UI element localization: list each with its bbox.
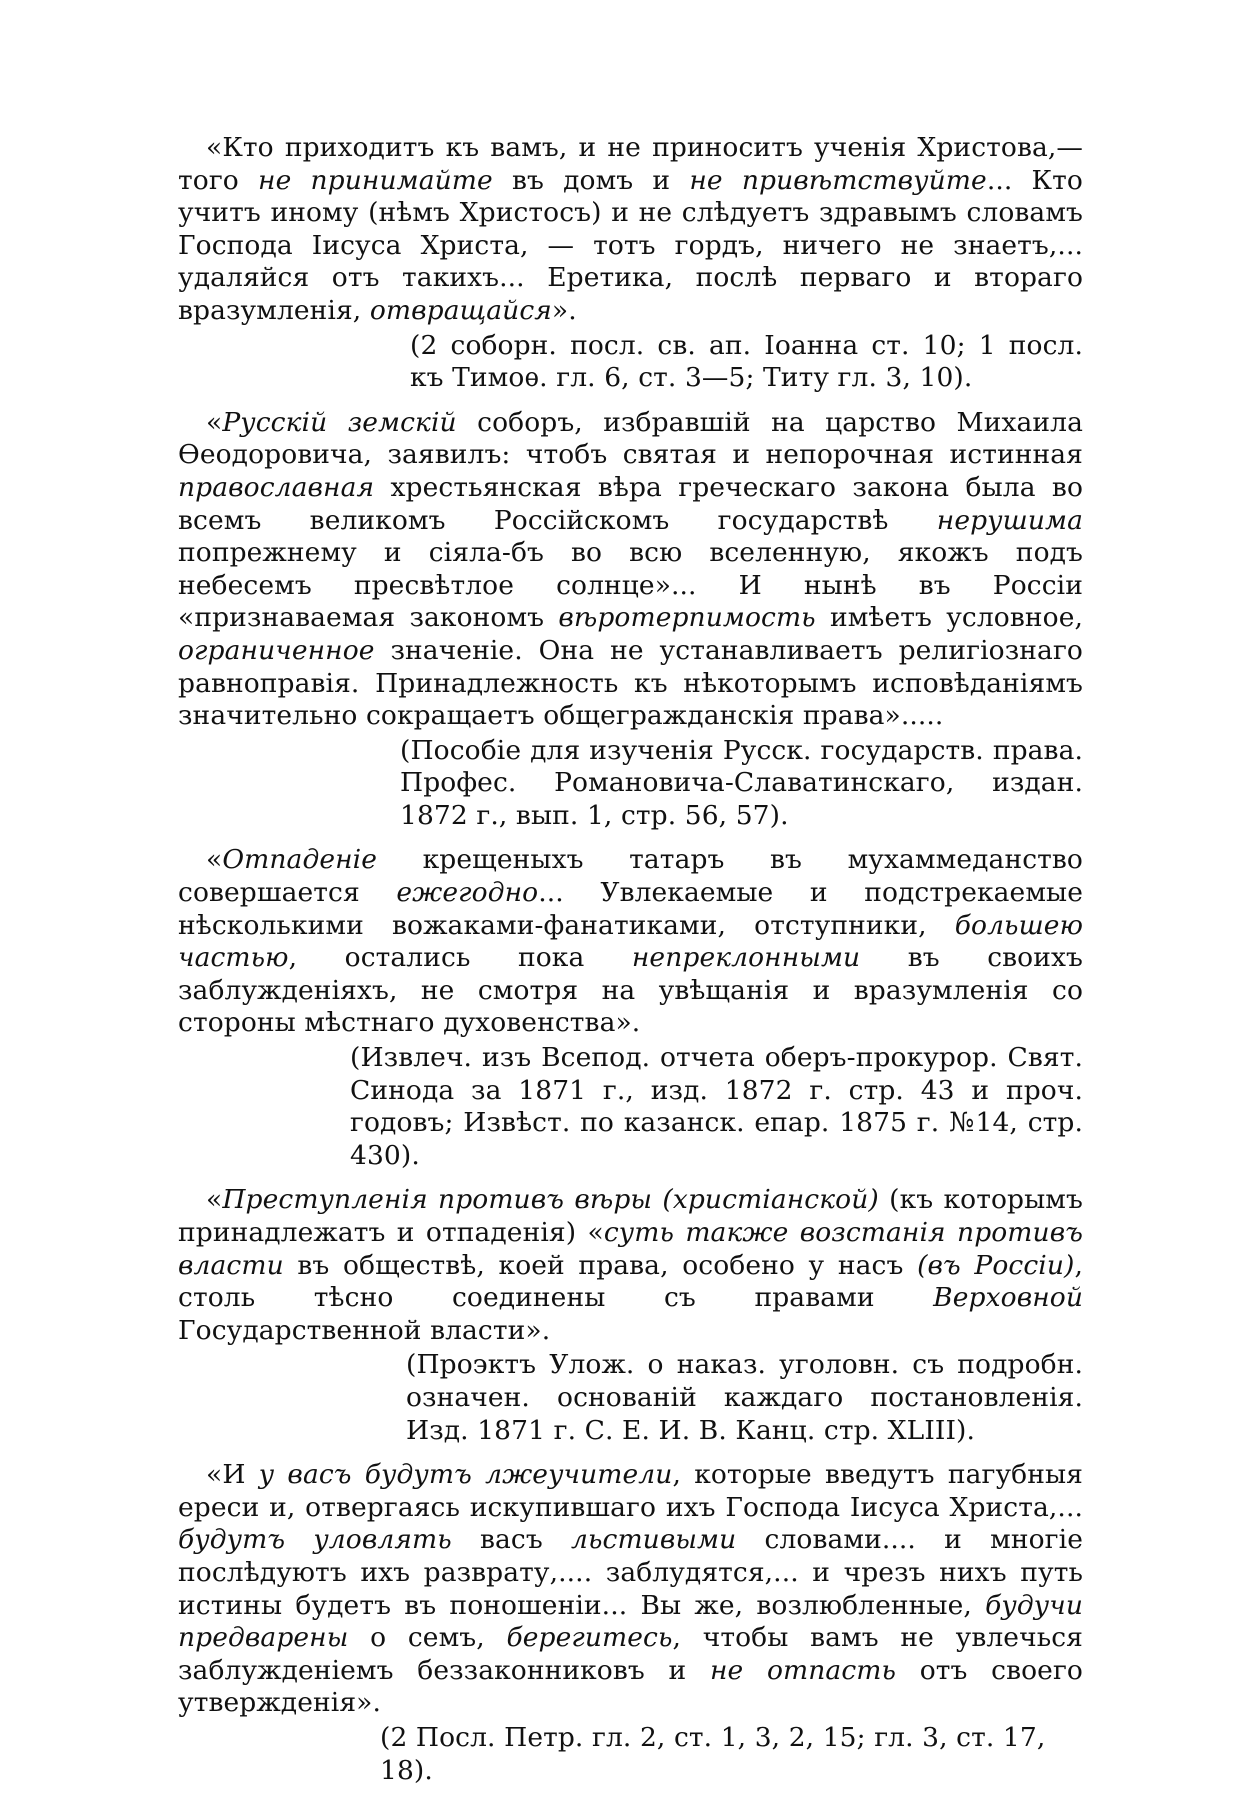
quote-text: въ своихъ заблужденіяхъ, не смотря на увѣщанія и вразумленія со стороны мѣстнаго духовенства». [178,942,1083,1039]
quote-paragraph [178,1459,1083,1720]
quote-emphasis: Русскій земскій [222,406,457,438]
quote-text: «И [206,1459,259,1491]
quote-text: ... Увлекаемые и подстрекаемые нѣсколькими вожаками-фанатиками, отступники, [178,877,1084,941]
quote-emphasis: не принимайте [258,164,493,196]
quote-text: крещеныхъ татаръ въ мухаммеданство совершается [178,844,1083,909]
quote-emphasis: будучи предварены [178,1589,1083,1654]
quote-emphasis: (въ Россіи) [917,1249,1075,1281]
quote-text: имѣетъ условное, [815,602,1083,634]
quote-emphasis: берегитесь [506,1622,673,1654]
quote-emphasis: ограниченное [178,634,375,666]
citation: (Пособіе для изученія Русск. государств. права. Профес. Романовича-Славатинскаго, издан. 1872 г., вып. 1, стр. 56, 57). [400,734,1083,831]
quote-emphasis: православная [178,471,375,503]
quote-emphasis: не отпасть [709,1654,897,1686]
quote-text: васъ [451,1524,571,1556]
citation: (Извлеч. изъ Всепод. отчета оберъ-прокурор. Свят. Синода за 1871 г., изд. 1872 г. стр. 43 и проч. годовъ; Извѣст. по казанск. епар. 1875 г. №14, стр. 430). [350,1042,1083,1171]
quote-emphasis: Преступленія противъ вѣры (христіанской) [222,1184,879,1216]
quote-text: словами.... и многіе послѣдуютъ ихъ разврату,.... заблудятся,... и чрезъ нихъ путь истины будетъ въ поношеніи... Вы же, возлюбленные, [178,1524,1084,1621]
quote-text: значеніе. Она не устанавливаетъ религіознаго равноправія. Принадлежность къ нѣкоторымъ исповѣданіямъ значительно сокращаетъ общегражданскія права»..... [178,634,1083,732]
quote-text: ». [551,294,577,326]
quote-emphasis: будутъ уловлять [178,1524,452,1556]
quote-emphasis: вѣротерпимость [558,602,816,634]
quote-emphasis: не привѣтствуйте [689,164,987,196]
quote-emphasis: нерушима [936,504,1083,536]
text-column [178,132,1083,1799]
quote-text: « [206,844,223,876]
quote-text: «Кто приходитъ къ вамъ, и не приноситъ ученія Христова,—того [178,132,1083,196]
quote-paragraph [178,407,1083,733]
citation: (Проэктъ Улож. о наказ. уголовн. съ подробн. означен. основаній каждаго постановленія. Изд. 1871 г. С. Е. И. В. Канц. стр. XLIII). [406,1349,1083,1446]
quote-text: отъ своего утвержденія». [178,1654,1083,1719]
quote-text: « [206,406,223,438]
quote-text: , остались пока [288,942,632,974]
quote-text: , чтобы вамъ не увлечься заблужденіемъ беззаконниковъ и [178,1622,1083,1686]
quote-text: (къ которымъ принадлежатъ и отпаденія) « [178,1184,1083,1248]
quote-text: о семъ, [348,1622,507,1654]
quote-text: , столь тѣсно соединены съ правами [178,1249,1083,1314]
citation: (2 Посл. Петр. гл. 2, ст. 1, 3, 2, 15; гл. 3, ст. 17, 18). [380,1721,1046,1786]
quote-emphasis: большею частью [178,909,1083,974]
quote-text: , которые введутъ пагубныя ереси и, отвергаясь искупившаго ихъ Господа Іисуса Христа,... [178,1459,1083,1523]
quote-emphasis: отвращайся [369,294,552,326]
quote-text: попрежнему и сіяла-бъ во всю вселенную, якожъ подъ небесемъ пресвѣтлое солнце»... И нынѣ въ Россіи «признаваемая закономъ [178,537,1083,634]
quote-paragraph [178,132,1083,328]
quote-text: ... Кто учитъ иному (нѣмъ Христосъ) и не слѣдуетъ здравымъ словамъ Господа Іисуса Христа, — тотъ гордъ, ничего не знаетъ,... удаляйся отъ такихъ... Еретика, послѣ перваго и втораго вразумленія, [178,164,1083,326]
quote-text: соборъ, избравшій на царство Михаила Ѳеодоровича, заявилъ: чтобъ святая и непорочная истинная [178,406,1083,471]
quote-emphasis: ежегодно [396,877,539,909]
quote-text: Государственной власти». [178,1314,551,1346]
quote-paragraph [178,1184,1083,1347]
quote-text: « [206,1184,223,1216]
quote-emphasis: Верховной [933,1282,1083,1314]
quote-text: хрестьянская вѣра греческаго закона была во всемъ великомъ Россійскомъ государствѣ [178,471,1083,536]
quote-emphasis: непреклонными [631,942,861,974]
quote-emphasis: у васъ будутъ лжеучители [258,1459,673,1491]
quote-emphasis: Отпаденіе [222,844,378,876]
quote-text: въ домъ и [492,164,690,196]
quote-text: въ обществѣ, коей права, особено у насъ [283,1249,918,1281]
citation: (2 соборн. посл. св. ап. Іоанна ст. 10; 1 посл. къ Тимоѳ. гл. 6, ст. 3—5; Титу гл. 3, 10). [410,329,1083,394]
quote-emphasis: льстивыми [571,1524,737,1556]
quote-emphasis: суть также возстанія противъ власти [178,1217,1083,1281]
quote-paragraph [178,844,1083,1040]
